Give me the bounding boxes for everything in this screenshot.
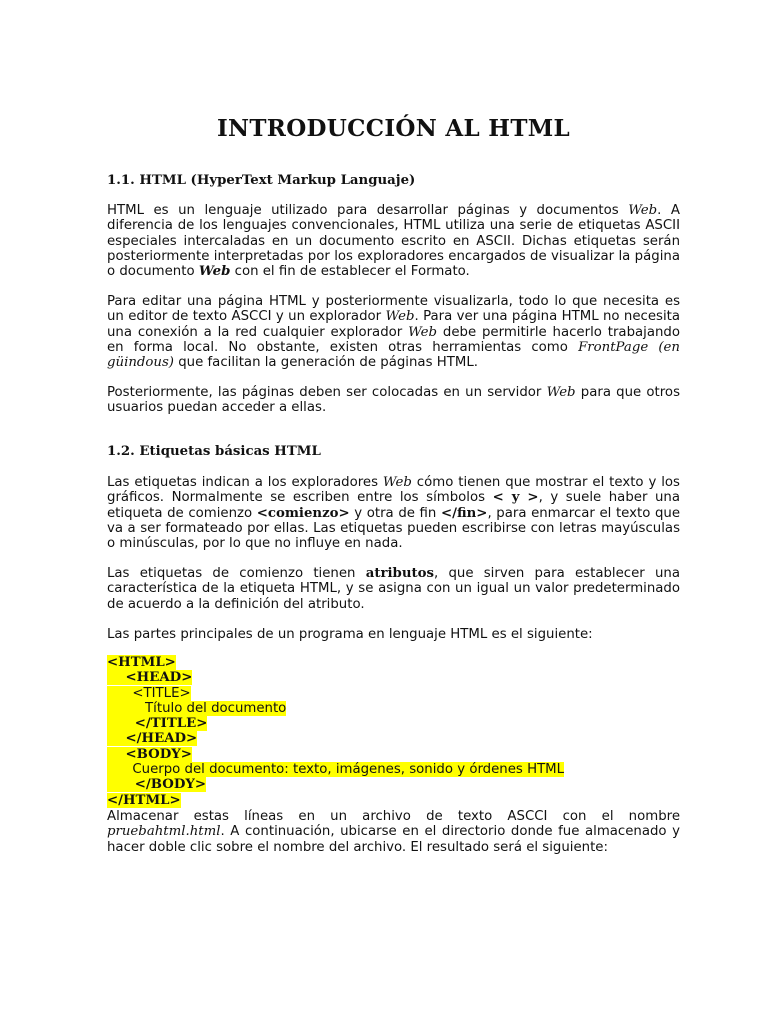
attributes-term: atributos <box>365 566 434 581</box>
code-text: </BODY> <box>107 777 207 793</box>
paragraph-program-parts: Las partes principales de un programa en lenguaje HTML es el siguiente: <box>107 627 593 642</box>
code-text: <BODY> <box>107 746 192 762</box>
filename-term: pruebahtml.html <box>107 824 221 840</box>
code-text: <TITLE> <box>107 685 191 701</box>
code-line <box>107 793 564 808</box>
end-tag-term: </fin> <box>440 505 488 521</box>
html-code-block <box>107 655 564 808</box>
text-run: cómo tienen que mostrar el texto y los gráficos. Normalmente se escriben entre los símbolos <box>107 475 680 506</box>
web-term: Web <box>408 324 438 340</box>
text-run: y otra de fin <box>349 505 441 521</box>
text-run: debe permitirle hacerlo trabajando en forma local. No obstante, existen otras herramientas como <box>107 324 681 355</box>
start-tag-term: <comienzo> <box>256 505 350 521</box>
code-line <box>107 655 564 670</box>
web-term: Web <box>385 309 415 325</box>
text-run: . Para ver una página HTML no necesita una conexión a la red cualquier explorador <box>107 309 681 340</box>
symbols-term: < y > <box>492 490 539 506</box>
text-run: Posteriormente, las páginas deben ser colocadas en un servidor <box>107 385 547 400</box>
code-text: <HTML> <box>107 655 176 670</box>
paragraph-save-file <box>107 809 680 855</box>
code-text: <HEAD> <box>107 670 193 686</box>
text-run: para que otros usuarios puedan acceder a ellas. <box>107 385 680 416</box>
web-term-bold: Web <box>198 264 231 280</box>
section-heading-1-2: 1.2. Etiquetas básicas HTML <box>107 444 321 459</box>
text-run: Almacenar estas líneas en un archivo de texto ASCCI con el nombre <box>107 809 680 824</box>
text-run: , para enmarcar el texto que va a ser formateado por ellas. Las etiquetas pueden escribirse con letras mayúsculas o minúsculas, por lo que no influye en nada. <box>107 505 680 552</box>
code-line <box>107 777 564 792</box>
paragraph-tags <box>107 475 680 551</box>
text-run: que facilitan la generación de páginas HTML. <box>173 355 478 371</box>
code-line <box>107 670 564 685</box>
code-text: </TITLE> <box>107 716 208 732</box>
paragraph-server <box>107 385 680 416</box>
text-run: , y suele haber una etiqueta de comienzo <box>107 490 680 521</box>
text-run: Las etiquetas de comienzo tienen <box>107 566 366 581</box>
document-title: INTRODUCCIÓN AL HTML <box>217 115 570 142</box>
code-text: Cuerpo del documento: texto, imágenes, sonido y órdenes HTML <box>107 762 565 778</box>
code-text: Título del documento <box>107 700 287 716</box>
code-line <box>107 762 564 777</box>
text-run: , que sirven para establecer una característica de la etiqueta HTML, y se asigna con un igual un valor predeterminado de acuerdo a la definición del atributo. <box>107 566 680 612</box>
code-line <box>107 747 564 762</box>
section-heading-1-1: 1.1. HTML (HyperText Markup Languaje) <box>107 173 416 188</box>
text-run: HTML es un lenguaje utilizado para desarrollar páginas y documentos <box>107 203 629 218</box>
text-run: . A diferencia de los lenguajes convencionales, HTML utiliza una serie de etiquetas ASCII especiales intercaladas en un documento escrito en ASCII. Dichas etiquetas serán posteriormente interpretadas por los exploradores encargados de visualizar la página o documento <box>107 203 680 280</box>
code-line <box>107 686 564 701</box>
web-term: Web <box>628 203 658 218</box>
code-text: </HTML> <box>107 792 181 808</box>
code-line <box>107 731 564 746</box>
paragraph-attributes <box>107 566 680 612</box>
text-run: Para editar una página HTML y posteriormente visualizarla, todo lo que necesita es un editor de texto ASCCI y un explorador <box>107 294 680 325</box>
text-run: con el fin de establecer el Formato. <box>230 264 470 280</box>
frontpage-term: FrontPage (en güindous) <box>107 339 680 371</box>
web-term: Web <box>382 475 412 490</box>
paragraph-editing <box>107 294 680 370</box>
text-run: Las etiquetas indican a los exploradores <box>107 475 383 490</box>
code-line <box>107 716 564 731</box>
web-term: Web <box>546 385 576 400</box>
code-line <box>107 701 564 716</box>
code-text: </HEAD> <box>107 731 198 747</box>
paragraph-html-intro <box>107 203 680 279</box>
text-run: . A continuación, ubicarse en el directorio donde fue almacenado y hacer doble clic sobre el nombre del archivo. El resultado será el siguiente: <box>107 824 680 855</box>
